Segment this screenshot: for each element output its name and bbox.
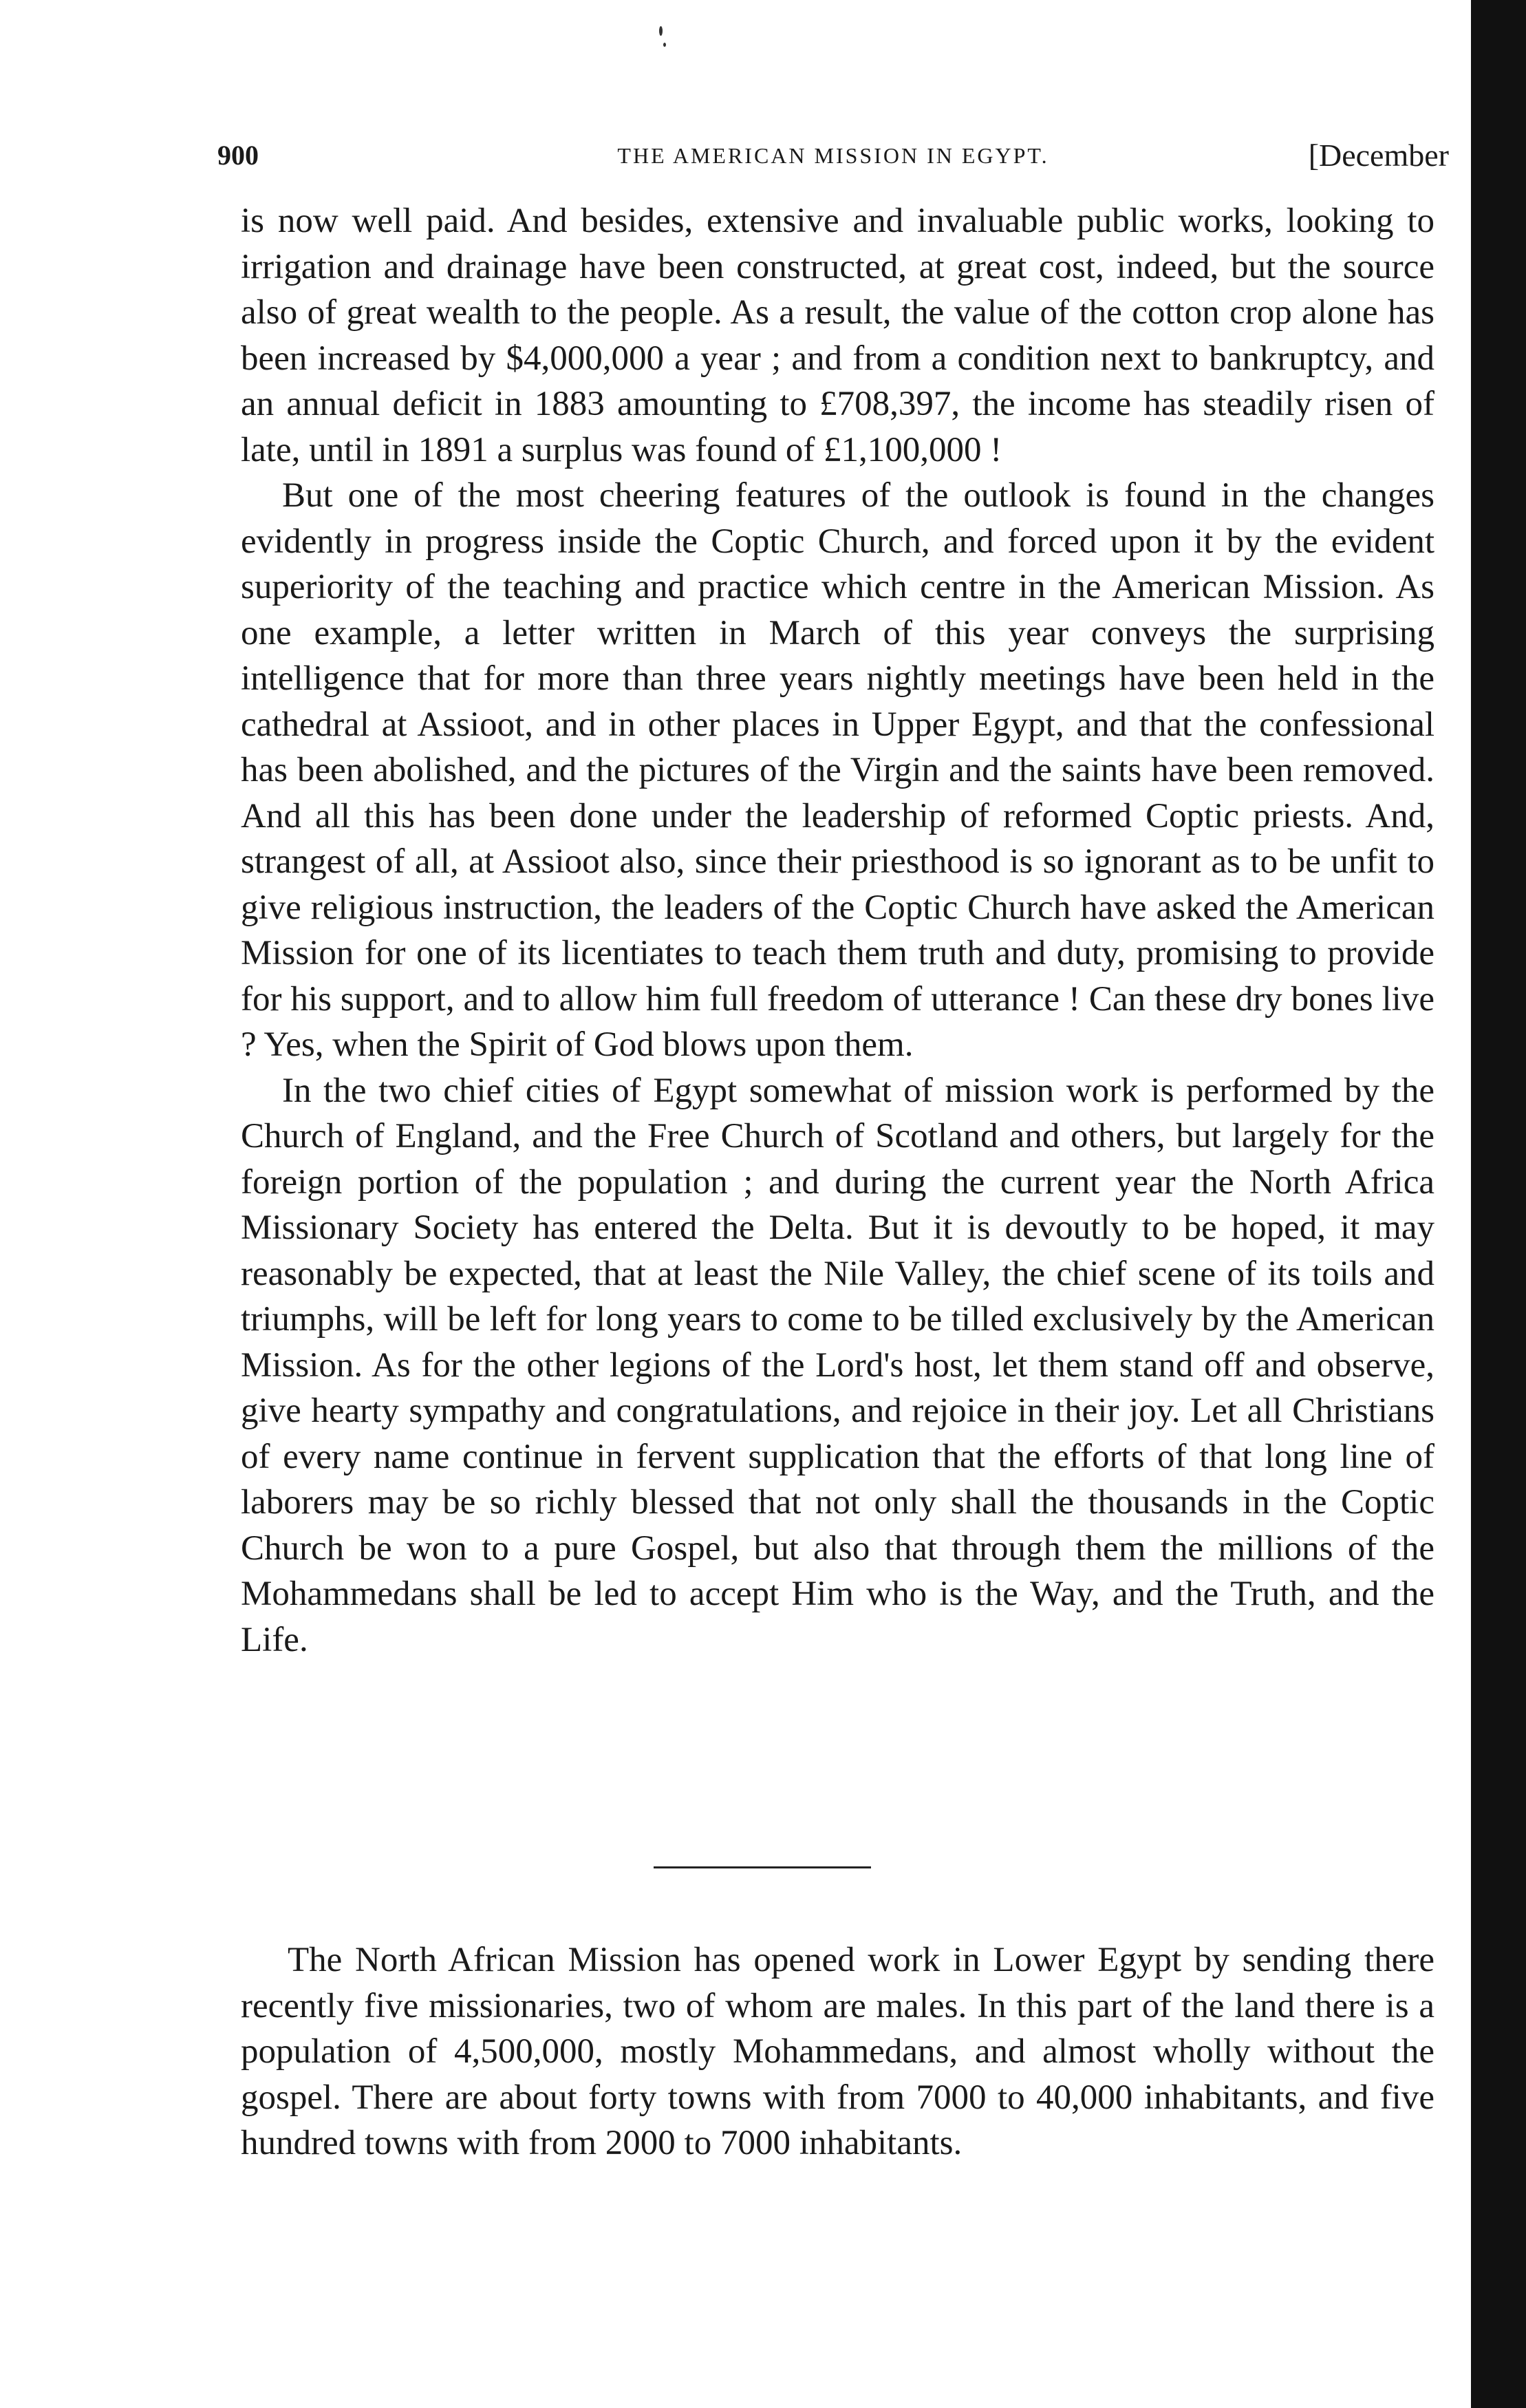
paragraph: But one of the most cheering features of the outlook is found in the changes evidently in progress inside the Coptic Church, and forced upon it by the evident superiority of the teaching and practice which centre in the American Mission. As one example, a letter written in March of this year conveys the surprising intelligence that for more than three years nightly meetings have been held in the cathedral at Assioot, and in other places in Upper Egypt, and that the confessional has been abolished, and the pictures of the Virgin and the saints have been removed. And all this has been done under the leadership of reformed Coptic priests. And, strangest of all, at Assioot also, since their priesthood is so ignorant as to be unfit to give religious instruction, the leaders of the Coptic Church have asked the American Mission for one of its licentiates to teach them truth and duty, promising to provide for his support, and to allow him full freedom of utterance ! Can these dry bones live ? Yes, when the Spirit of God blows upon them.	[241, 476, 1434, 1064]
running-section: [December	[1308, 138, 1449, 173]
scan-edge-bar	[1471, 0, 1526, 2408]
paragraph: In the two chief cities of Egypt somewhat of mission work is performed by the Church of England, and the Free Church of Scotland and others, but largely for the foreign portion of the population ; and during the current year the North Africa Missionary Society has entered the Delta. But it is devoutly to be hoped, it may reasonably be expected, that at least the Nile Valley, the chief scene of its toils and triumphs, will be left for long years to come to be tilled exclusively by the American Mission. As for the other legions of the Lord's host, let them stand off and observe, give hearty sympathy and congratulations, and rejoice in their joy. Let all Christians of every name continue in fervent supplication that the efforts of that long line of laborers may be so richly blessed that not only shall the thousands in the Coptic Church be won to a pure Gospel, but also that through them the millions of the Mohammedans shall be led to accept Him who is the Way, and the Truth, and the Life.	[241, 1071, 1434, 1659]
scan-speck	[663, 43, 666, 47]
note-paragraph: The North African Mission has opened work in Lower Egypt by sending there recently five missionaries, two of whom are males. In this part of the land there is a population of 4,500,000, mostly Mohammedans, and almost wholly without the gospel. There are about forty towns with from 7000 to 40,000 inhabitants, and five hundred towns with from 2000 to 7000 inhabitants.	[241, 1941, 1434, 2162]
scan-speck	[659, 26, 663, 36]
paragraph-continuation: is now well paid. And besides, extensive and invaluable public works, looking to irrigation and drainage have been constructed, at great cost, indeed, but the source also of great wealth to the people. As a result, the value of the cotton crop alone has been increased by $4,000,000 a year ; and from a condition next to bankruptcy, and an annual deficit in 1883 amounting to £708,397, the income has steadily risen of late, until in 1891 a surplus was found of £1,100,000 !	[241, 202, 1434, 469]
article-body	[241, 198, 1434, 1663]
section-divider	[654, 1866, 871, 1868]
running-title: THE AMERICAN MISSION IN EGYPT.	[617, 143, 1049, 168]
running-head	[217, 135, 1449, 176]
page-number: 900	[217, 140, 259, 171]
